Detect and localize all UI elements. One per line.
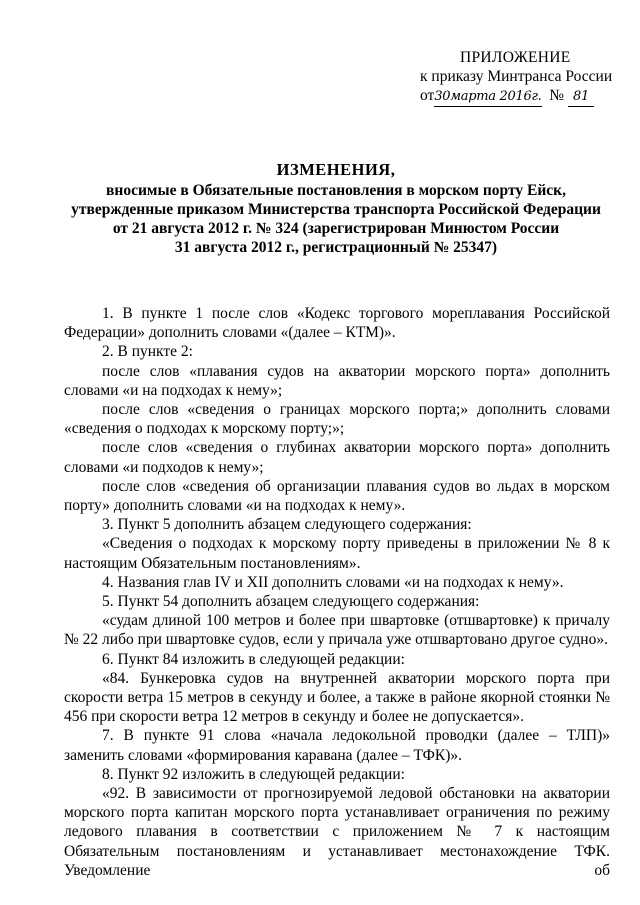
paragraph: после слов «плавания судов на акватории морского порта» дополнить словами «и на подходах к нему»;: [64, 362, 610, 399]
paragraph: «84. Бункеровка судов на внутренней акватории морского порта при скорости ветра 15 метров в секунду и более, а также в районе якорной стоянки № 456 при скорости ветра 12 метров в секунду и более не допускается».: [64, 669, 610, 726]
paragraph: после слов «сведения об организации плавания судов во льдах в морском порту» дополнить словами «и на подходах к нему».: [64, 477, 610, 515]
paragraph: «Сведения о подходах к морскому порту приведены в приложении № 8 к настоящим Обязательным постановлениям».: [64, 535, 610, 572]
title-line: утвержденные приказом Министерства транспорта Российской Федерации: [71, 201, 601, 218]
annex-header: [420, 48, 620, 107]
handwritten-number: 81: [568, 87, 594, 107]
document-body: [64, 304, 610, 880]
paragraph: «судам длиной 100 метров и более при швартовке (отшвартовке) к причалу № 22 либо при швартовке судов, если у причала уже отшвартовано другое судно».: [64, 612, 610, 649]
paragraph: 4. Названия глав IV и XII дополнить словами «и на подходах к нему».: [102, 573, 564, 591]
title-line: 31 августа 2012 г., регистрационный № 25347): [174, 239, 498, 256]
paragraph: 6. Пункт 84 изложить в следующей редакции:: [102, 650, 405, 668]
paragraph: 3. Пункт 5 дополнить абзацем следующего содержания:: [102, 516, 472, 534]
paragraph: после слов «сведения о границах морского порта;» дополнить словами «сведения о подходах к морскому порту;»;: [64, 401, 610, 438]
handwritten-date: 30марта 2016г.: [434, 87, 541, 107]
paragraph: 7. В пункте 91 слова «начала ледокольной проводки (далее – ТЛП)» заменить словами «формирования каравана (далее – ТФК)».: [64, 727, 610, 764]
date-prefix: от: [420, 87, 435, 104]
paragraph: 2. В пункте 2:: [102, 343, 193, 361]
paragraph: 5. Пункт 54 дополнить абзацем следующего содержания:: [102, 593, 480, 611]
annex-date-number: [420, 86, 620, 107]
document-title: [60, 160, 612, 257]
annex-title: ПРИЛОЖЕНИЕ: [460, 49, 571, 66]
annex-order-reference: к приказу Минтранса России: [420, 68, 613, 85]
title-line: от 21 августа 2012 г. № 324 (зарегистрирован Минюстом России: [112, 220, 560, 237]
title-main: ИЗМЕНЕНИЯ,: [276, 160, 396, 179]
number-label: №: [549, 87, 565, 104]
paragraph: 1. В пункте 1 после слов «Кодекс торгового мореплавания Российской Федерации» дополнить словами «(далее – КТМ)».: [64, 305, 610, 342]
paragraph: «92. В зависимости от прогнозируемой ледовой обстановки на акватории морского порта капитан морского порта устанавливает ограничения по режиму ледового плавания в соответствии с приложением № 7 к настоящим Обязательным постановлениям и устанавливает местонахождение ТФК. Уведомление об: [64, 785, 610, 879]
title-line: вносимые в Обязательные постановления в морском порту Ейск,: [106, 182, 566, 199]
paragraph: после слов «сведения о глубинах акватории морского порта» дополнить словами «и подходов к нему»;: [64, 439, 610, 476]
paragraph: 8. Пункт 92 изложить в следующей редакции:: [102, 765, 405, 783]
